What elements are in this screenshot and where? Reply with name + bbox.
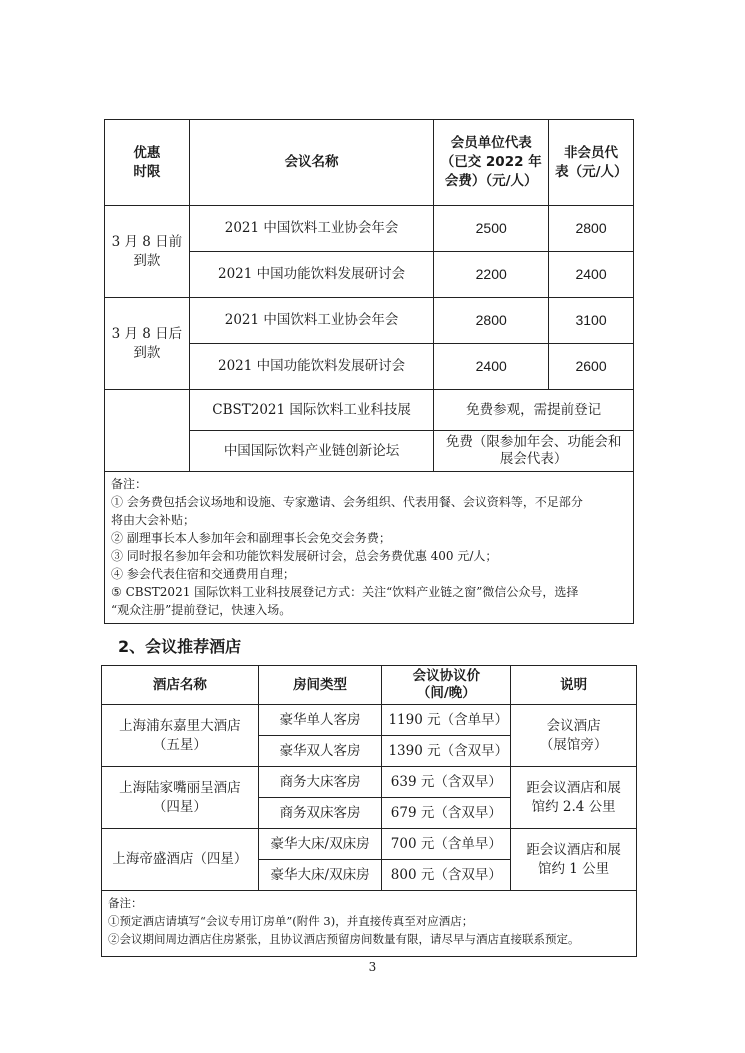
table-row: [102, 829, 637, 860]
free-price: 免费（限参加年会、功能会和 展会代表）: [434, 431, 634, 472]
table-row: [105, 390, 634, 431]
meeting-name: 中国国际饮料产业链创新论坛: [189, 431, 434, 472]
note-line: 将由大会补贴；: [111, 513, 196, 527]
hotel-table: [101, 665, 637, 957]
note-line: ④ 参会代表住宿和交通费用自理；: [111, 567, 295, 581]
hotel-table-header-row: [102, 666, 637, 705]
room-price: 639 元（含双早）: [382, 767, 511, 798]
empty-period-cell: [105, 390, 190, 472]
notes-title: 备注：: [111, 477, 148, 491]
note-line: ③ 同时报名参加年会和功能饮料发展研讨会，总会务费优惠 400 元/人；: [111, 549, 498, 563]
hotel-desc: 会议酒店 （展馆旁）: [511, 705, 637, 767]
room-price: 700 元（含单早）: [382, 829, 511, 860]
hotel-desc: 距会议酒店和展 馆约 2.4 公里: [511, 767, 637, 829]
room-price: 800 元（含双早）: [382, 860, 511, 891]
note-line: ② 副理事长本人参加年会和副理事长会免交会务费；: [111, 531, 391, 545]
notes-title: 备注：: [108, 896, 143, 910]
header-hotel: 酒店名称: [102, 666, 259, 705]
room-type: 豪华大床/双床房: [258, 860, 382, 891]
nonmember-price: 3100: [549, 298, 634, 344]
table-row: [102, 767, 637, 798]
member-price: 2800: [434, 298, 549, 344]
room-price: 1190 元（含单早）: [382, 705, 511, 736]
note-line: “观众注册”提前登记，快速入场。: [111, 603, 292, 617]
room-type: 商务大床客房: [258, 767, 382, 798]
notes-row: [105, 472, 634, 624]
header-nonmember-price: 非会员代 表（元/人）: [549, 120, 634, 206]
period-cell: 3 月 8 日后 到款: [105, 298, 190, 390]
free-price: 免费参观，需提前登记: [434, 390, 634, 431]
room-type: 豪华大床/双床房: [258, 829, 382, 860]
fee-table-header-row: [105, 120, 634, 206]
room-price: 1390 元（含双早）: [382, 736, 511, 767]
hotel-notes: [102, 891, 637, 957]
nonmember-price: 2400: [549, 252, 634, 298]
nonmember-price: 2600: [549, 344, 634, 390]
meeting-name: 2021 中国饮料工业协会年会: [189, 298, 434, 344]
notes-row: [102, 891, 637, 957]
meeting-name: CBST2021 国际饮料工业科技展: [189, 390, 434, 431]
nonmember-price: 2800: [549, 206, 634, 252]
note-line: ① 会务费包括会议场地和设施、专家邀请、会务组织、代表用餐、会议资料等，不足部分: [111, 495, 583, 509]
hotel-name: 上海陆家嘴丽呈酒店 （四星）: [102, 767, 259, 829]
member-price: 2200: [434, 252, 549, 298]
meeting-name: 2021 中国功能饮料发展研讨会: [189, 344, 434, 390]
meeting-name: 2021 中国功能饮料发展研讨会: [189, 252, 434, 298]
table-row: [105, 206, 634, 252]
member-price: 2400: [434, 344, 549, 390]
fee-table: [104, 119, 634, 624]
header-desc: 说明: [511, 666, 637, 705]
header-period: 优惠 时限: [105, 120, 190, 206]
meeting-name: 2021 中国饮料工业协会年会: [189, 206, 434, 252]
header-meeting: 会议名称: [189, 120, 434, 206]
member-price: 2500: [434, 206, 549, 252]
fee-notes: [105, 472, 634, 624]
page-number: 3: [368, 960, 377, 974]
header-member-price: 会员单位代表 （已交 2022 年 会费）（元/人）: [434, 120, 549, 206]
room-type: 商务双床客房: [258, 798, 382, 829]
hotel-name: 上海帝盛酒店（四星）: [102, 829, 259, 891]
room-type: 豪华单人客房: [258, 705, 382, 736]
section-title: 2、会议推荐酒店: [118, 637, 242, 656]
hotel-desc: 距会议酒店和展 馆约 1 公里: [511, 829, 637, 891]
room-type: 豪华双人客房: [258, 736, 382, 767]
table-row: [102, 705, 637, 736]
header-room: 房间类型: [258, 666, 382, 705]
note-line: ②会议期间周边酒店住房紧张，且协议酒店预留房间数量有限，请尽早与酒店直接联系预定。: [108, 932, 580, 946]
room-price: 679 元（含双早）: [382, 798, 511, 829]
period-cell: 3 月 8 日前 到款: [105, 206, 190, 298]
table-row: [105, 298, 634, 344]
header-price: 会议协议价 （间/晚）: [382, 666, 511, 705]
note-line: ①预定酒店请填写“会议专用订房单”(附件 3)，并直接传真至对应酒店；: [108, 914, 474, 928]
hotel-name: 上海浦东嘉里大酒店 （五星）: [102, 705, 259, 767]
note-line: ⑤ CBST2021 国际饮料工业科技展登记方式：关注“饮料产业链之窗”微信公众号，选择: [111, 585, 579, 599]
